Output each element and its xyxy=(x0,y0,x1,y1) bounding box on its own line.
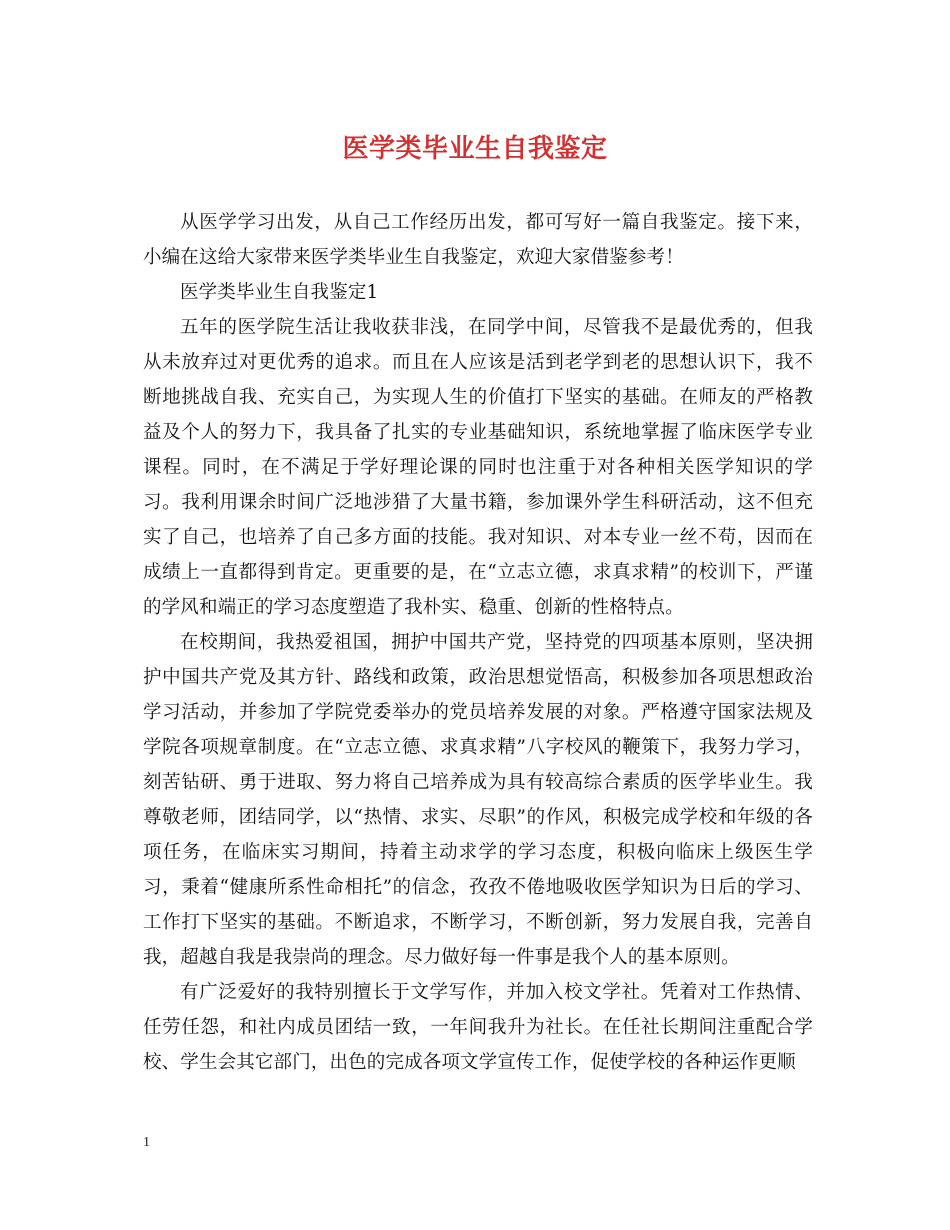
body-paragraph: 五年的医学院生活让我收获非浅，在同学中间，尽管我不是最优秀的，但我从未放弃过对更优秀的追求。而且在人应该是活到老学到老的思想认识下，我不断地挑战自我、充实自己，为实现人生的价值打下坚实的基础。在师友的严格教益及个人的努力下，我具备了扎实的专业基础知识，系统地掌握了临床医学专业课程。同时，在不满足于学好理论课的同时也注重于对各种相关医学知识的学习。我利用课余时间广泛地涉猎了大量书籍，参加课外学生科研活动，这不但充实了自己，也培养了自己多方面的技能。我对知识、对本专业一丝不苟，因而在成绩上一直都得到肯定。更重要的是，在“立志立德，求真求精”的校训下，严谨的学风和端正的学习态度塑造了我朴实、稳重、创新的性格特点。 xyxy=(143,317,813,618)
document-body xyxy=(143,205,813,1080)
body-paragraph: 有广泛爱好的我特别擅长于文学写作，并加入校文学社。凭着对工作热情、任劳任怨，和社内成员团结一致，一年间我升为社长。在任社长期间注重配合学校、学生会其它部门，出色的完成各项文学宣传工作，促使学校的各种运作更顺 xyxy=(143,982,813,1073)
intro-paragraph: 从医学学习出发，从自己工作经历出发，都可写好一篇自我鉴定。接下来，小编在这给大家带来医学类毕业生自我鉴定，欢迎大家借鉴参考！ xyxy=(143,212,813,268)
page-number: 1 xyxy=(143,1135,150,1150)
document-title: 医学类毕业生自我鉴定 xyxy=(342,134,608,164)
section-heading: 医学类毕业生自我鉴定1 xyxy=(180,282,379,303)
body-paragraph: 在校期间，我热爱祖国，拥护中国共产党，坚持党的四项基本原则，坚决拥护中国共产党及其方针、路线和政策，政治思想觉悟高，积极参加各项思想政治学习活动，并参加了学院党委举办的党员培养发展的对象。严格遵守国家法规及学院各项规章制度。在“立志立德、求真求精”八字校风的鞭策下，我努力学习，刻苦钻研、勇于进取、努力将自己培养成为具有较高综合素质的医学毕业生。我尊敬老师，团结同学，以“热情、求实、尽职”的作风，积极完成学校和年级的各项任务，在临床实习期间，持着主动求学的学习态度，积极向临床上级医生学习，秉着“健康所系性命相托”的信念，孜孜不倦地吸收医学知识为日后的学习、工作打下坚实的基础。不断追求，不断学习，不断创新，努力发展自我，完善自我，超越自我是我崇尚的理念。尽力做好每一件事是我个人的基本原则。 xyxy=(143,632,813,968)
